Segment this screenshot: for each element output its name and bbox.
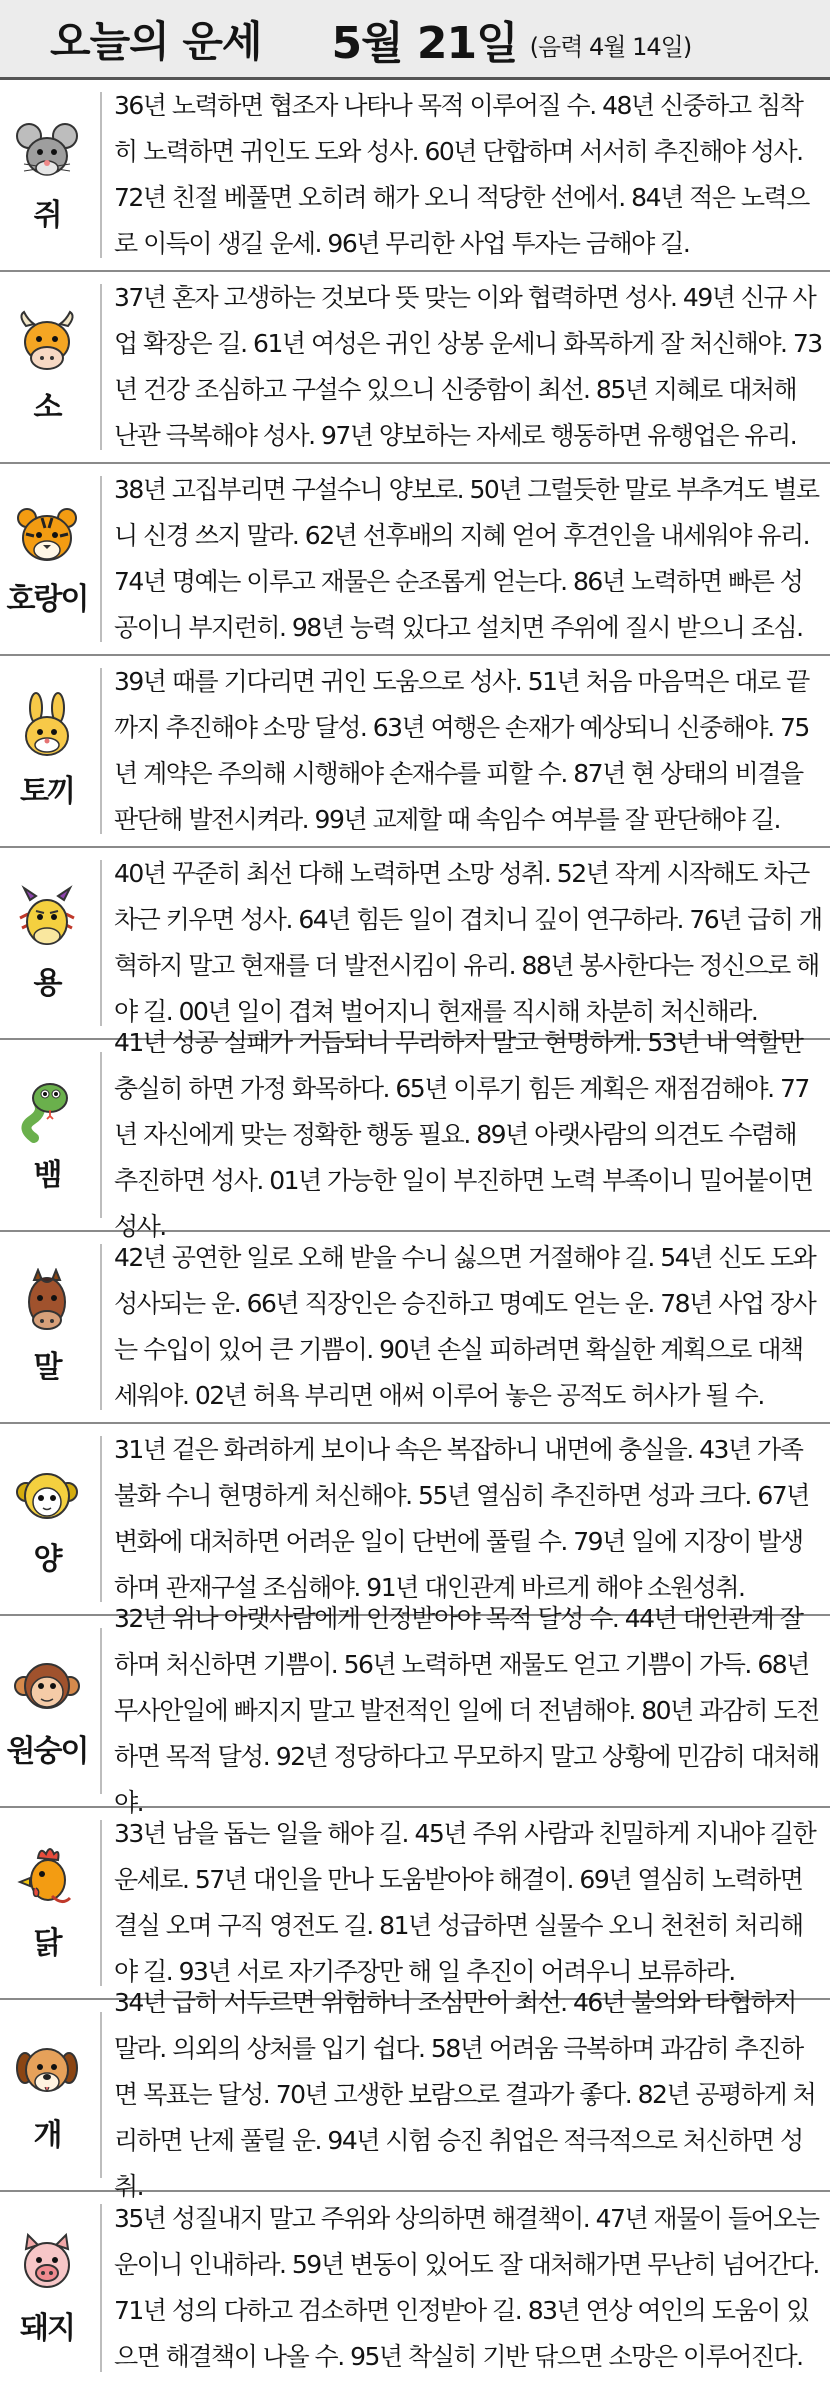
row-divider [100, 2204, 102, 2372]
dragon-icon [12, 884, 82, 954]
fortune-text: 40년 꾸준히 최선 다해 노력하면 소망 성취. 52년 작게 시작해도 차근차근 키우면 성사. 64년 힘든 일이 겹치니 깊이 연구하라. 76년 급히 개혁하지 말고 현재를 더 발전시킴이 유리. 88년 봉사한다는 정신으로 해야 길. 00년 일이 겹쳐 벌어지니 현재를 직시해 차분히 처신해라. [114, 859, 822, 1026]
row-divider [100, 476, 102, 642]
fortune-text-box [114, 1988, 822, 2201]
rooster-icon [12, 1844, 82, 1914]
animal-name: 닭 [33, 1926, 61, 1961]
row-divider [100, 1820, 102, 1986]
fortune-row-rat [0, 80, 830, 272]
rabbit-icon [12, 692, 82, 762]
dog-icon [12, 2036, 82, 2106]
row-divider [100, 1628, 102, 1794]
fortune-row-snake [0, 1028, 830, 1241]
tiger-icon [12, 500, 82, 570]
row-divider [100, 284, 102, 450]
fortune-text: 32년 위나 아랫사람에게 인정받아야 목적 달성 수. 44년 대인관계 잘하며 처신하면 기쁨이. 56년 노력하면 재물도 얻고 기쁨이 가득. 68년 무사안일에 빠지지 말고 발전적인 일에 더 전념해야. 80년 과감히 도전하면 목적 달성. 92년 정당하다고 무모하지 말고 상황에 민감히 대처해야. [114, 1604, 819, 1817]
page-header [0, 0, 830, 80]
fortune-row-dog [0, 1988, 830, 2201]
fortune-row-pig [0, 2192, 830, 2384]
animal-column [0, 848, 94, 1038]
fortune-row-sheep [0, 1424, 830, 1616]
fortune-text: 42년 공연한 일로 오해 받을 수니 싫으면 거절해야 길. 54년 신도 도와 성사되는 운. 66년 직장인은 승진하고 명예도 얻는 운. 78년 사업 장사는 수입이 있어 큰 기쁨이. 90년 손실 피하려면 확실한 계획으로 대책 세워야. 02년 허욕 부리면 애써 이루어 놓은 공적도 허사가 될 수. [114, 1243, 816, 1410]
fortune-list [0, 80, 830, 2384]
snake-icon [12, 1076, 82, 1146]
fortune-text-box [114, 1028, 822, 1241]
animal-name: 돼지 [20, 2311, 74, 2346]
lunar-date-label: (음력 4월 14일) [529, 33, 692, 61]
animal-name: 뱀 [33, 1158, 61, 1193]
fortune-text: 41년 성공 실패가 거듭되니 무리하지 말고 현명하게. 53년 내 역할만 충실히 하면 가정 화목하다. 65년 이루기 힘든 계획은 재점검해야. 77년 자신에게 맞는 정확한 행동 필요. 89년 아랫사람의 의견도 수렴해 추진하면 성사. 01년 가능한 일이 부진하면 노력 부족이니 밀어붙이면 성사. [114, 1028, 813, 1241]
fortune-text-box [114, 1604, 822, 1817]
fortune-row-monkey [0, 1604, 830, 1817]
animal-column [0, 1232, 94, 1422]
fortune-text: 39년 때를 기다리면 귀인 도움으로 성사. 51년 처음 마음먹은 대로 끝까지 추진해야 소망 달성. 63년 여행은 손재가 예상되니 신중해야. 75년 계약은 주의해 시행해야 손재수를 피할 수. 87년 현 상태의 비결을 판단해 발전시켜라. 99년 교제할 때 속임수 여부를 잘 판단해야 길. [114, 667, 809, 834]
row-divider [100, 668, 102, 834]
fortune-text-box [114, 1808, 822, 1998]
animal-column [0, 80, 94, 270]
animal-column [0, 2000, 94, 2190]
fortune-text-box [114, 1232, 822, 1422]
fortune-text: 36년 노력하면 협조자 나타나 목적 이루어질 수. 48년 신중하고 침착히 노력하면 귀인도 도와 성사. 60년 단합하며 서서히 추진해야 성사. 72년 친절 베풀면 오히려 해가 오니 적당한 선에서. 84년 적은 노력으로 이득이 생길 운세. 96년 무리한 사업 투자는 금해야 길. [114, 91, 809, 258]
pig-icon [12, 2229, 82, 2299]
row-divider [100, 860, 102, 1026]
animal-column [0, 656, 94, 846]
fortune-text: 31년 겉은 화려하게 보이나 속은 복잡하니 내면에 충실을. 43년 가족 불화 수니 현명하게 처신해야. 55년 열심히 추진하면 성과 크다. 67년 변화에 대처하면 어려운 일이 단번에 풀릴 수. 79년 일에 지장이 발생하며 관재구설 조심해야. 91년 대인관계 바르게 해야 소원성취. [114, 1435, 809, 1602]
fortune-row-ox [0, 272, 830, 464]
animal-column [0, 1616, 94, 1806]
fortune-text: 38년 고집부리면 구설수니 양보로. 50년 그럴듯한 말로 부추겨도 별로니 신경 쓰지 말라. 62년 선후배의 지혜 얻어 후견인을 내세워야 유리. 74년 명예는 이루고 재물은 순조롭게 얻는다. 86년 노력하면 빠른 성공이니 부지런히. 98년 능력 있다고 설치면 주위에 질시 받으니 조심. [114, 475, 819, 642]
fortune-row-dragon [0, 848, 830, 1040]
animal-column [0, 1424, 94, 1614]
animal-column [0, 1040, 94, 1230]
row-divider [100, 1436, 102, 1602]
fortune-row-rooster [0, 1808, 830, 2000]
fortune-text-box [114, 272, 822, 462]
fortune-text-box [114, 2192, 822, 2384]
row-divider [100, 92, 102, 258]
sheep-icon [12, 1460, 82, 1530]
horse-icon [12, 1268, 82, 1338]
row-divider [100, 1244, 102, 1410]
animal-name: 용 [33, 966, 61, 1001]
animal-name: 쥐 [33, 198, 61, 233]
fortune-text-box [114, 464, 822, 654]
page-title: 오늘의 운세 [50, 16, 262, 66]
animal-column [0, 2192, 94, 2384]
animal-column [0, 272, 94, 462]
animal-column [0, 1808, 94, 1998]
row-divider [100, 1052, 102, 1218]
rat-icon [12, 116, 82, 186]
fortune-text-box [114, 1424, 822, 1614]
animal-name: 원숭이 [6, 1734, 88, 1769]
animal-name: 양 [33, 1542, 61, 1577]
animal-name: 토끼 [20, 774, 74, 809]
animal-name: 소 [33, 390, 61, 425]
monkey-icon [12, 1652, 82, 1722]
fortune-text: 35년 성질내지 말고 주위와 상의하면 해결책이. 47년 재물이 들어오는 운이니 인내하라. 59년 변동이 있어도 잘 대처해가면 무난히 넘어간다. 71년 성의 다하고 검소하면 인정받아 길. 83년 연상 여인의 도움이 있으면 해결책이 나올 수. 95년 착실히 기반 닦으면 소망은 이루어진다. [114, 2204, 819, 2371]
ox-icon [12, 308, 82, 378]
fortune-text: 34년 급히 서두르면 위험하니 조심만이 최선. 46년 불의와 타협하지 말라. 의외의 상처를 입기 쉽다. 58년 어려움 극복하며 과감히 추진하면 목표는 달성. 70년 고생한 보람으로 결과가 좋다. 82년 공평하게 처리하면 난제 풀릴 운. 94년 시험 승진 취업은 적극적으로 처신하면 성취. [114, 1988, 816, 2201]
fortune-text-box [114, 656, 822, 846]
date-label: 5월 21일 [331, 17, 518, 69]
fortune-row-rabbit [0, 656, 830, 848]
row-divider [100, 2012, 102, 2178]
animal-column [0, 464, 94, 654]
fortune-text-box [114, 80, 822, 270]
fortune-row-horse [0, 1232, 830, 1424]
animal-name: 호랑이 [6, 582, 88, 617]
fortune-text-box [114, 848, 822, 1038]
fortune-text: 37년 혼자 고생하는 것보다 뜻 맞는 이와 협력하면 성사. 49년 신규 사업 확장은 길. 61년 여성은 귀인 상봉 운세니 화목하게 잘 처신해야. 73년 건강 조심하고 구설수 있으니 신중함이 최선. 85년 지혜로 대처해 난관 극복해야 성사. 97년 양보하는 자세로 행동하면 유행업은 유리. [114, 283, 822, 450]
animal-name: 개 [33, 2118, 61, 2153]
fortune-text: 33년 남을 돕는 일을 해야 길. 45년 주위 사람과 친밀하게 지내야 길한 운세로. 57년 대인을 만나 도움받아야 해결이. 69년 열심히 노력하면 결실 오며 구직 영전도 길. 81년 성급하면 실물수 오니 천천히 처리해야 길. 93년 서로 자기주장만 해 일 추진이 어려우니 보류하라. [114, 1819, 816, 1986]
fortune-row-tiger [0, 464, 830, 656]
animal-name: 말 [33, 1350, 61, 1385]
